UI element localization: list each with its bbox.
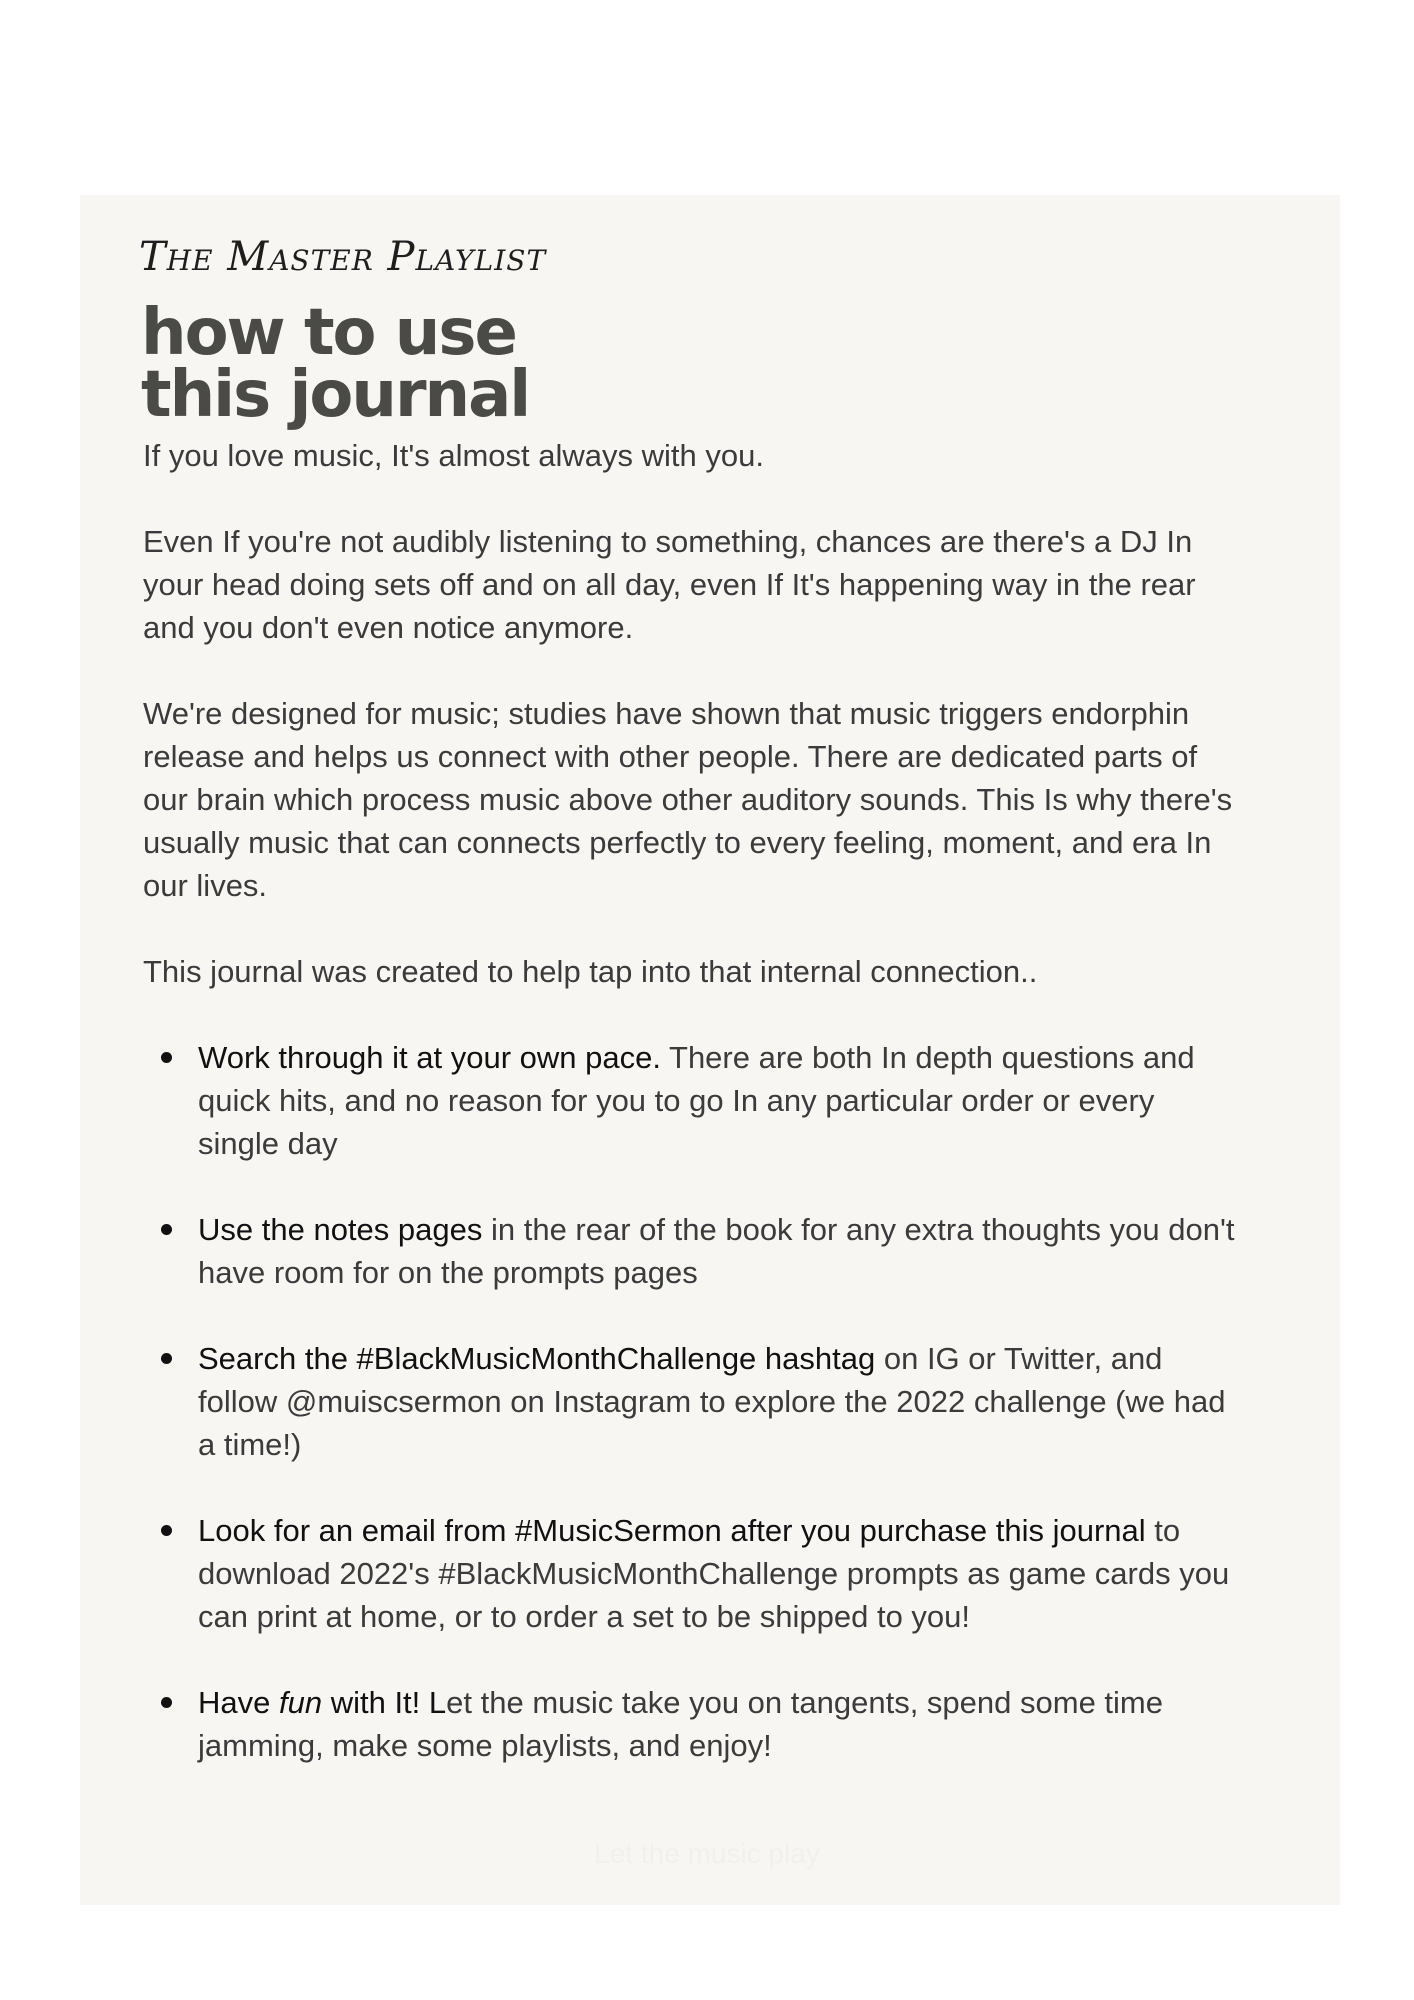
tip-lead: Look for an email from #MusicSermon after you purchase this journal [198,1513,1146,1548]
tip-item-hashtag [143,1337,1243,1466]
tip-lead-emphasis: fun [278,1685,323,1720]
tip-lead-start: Have [198,1685,279,1720]
tip-text: on IG or Twitter, and follow @muiscsermon on Instagram to explore the 2022 challenge (we had a time!) [198,1341,1226,1462]
tip-text: et the music take you on tangents, spend some time jamming, make some playlists, and enjoy! [198,1685,1163,1763]
tip-text: in the rear of the book for any extra thoughts you don't have room for on the prompts pages [198,1212,1235,1290]
bullet-dot-icon [161,1052,172,1063]
intro-paragraph-1: If you love music, It's almost always with you. [143,438,764,473]
page-title-line-2: this journal [141,358,530,432]
intro-paragraph-4: This journal was created to help tap into that internal connection.. [143,954,1038,989]
tip-text: There are both In depth questions and quick hits, and no reason for you to go In any particular order or every single day [198,1040,1195,1161]
tip-lead: Use the notes pages [198,1212,483,1247]
intro-paragraph-3: We're designed for music; studies have shown that music triggers endorphin release and helps us connect with other people. There are dedicated parts of our brain which process music above other auditory sounds. This Is why there's usually music that can connects perfectly to every feeling, moment, and era In our lives. [143,696,1233,903]
tip-lead: Search the #BlackMusicMonthChallenge hashtag [198,1341,876,1376]
tip-item-have-fun [143,1681,1243,1767]
body-content [143,434,1243,1810]
intro-paragraph-2: Even If you're not audibly listening to something, chances are there's a DJ In your head doing sets off and on all day, even If It's happening way in the rear and you don't even notice anymore. [143,524,1196,645]
tip-text: to download 2022's #BlackMusicMonthChallenge prompts as game cards you can print at home, or to order a set to be shipped to you! [198,1513,1230,1634]
bullet-dot-icon [161,1353,172,1364]
bullet-dot-icon [161,1224,172,1235]
page-title [141,296,530,432]
brand-logo-text: The Master Playlist [139,234,547,280]
tip-item-notes-pages [143,1208,1243,1294]
bullet-dot-icon [161,1697,172,1708]
bullet-dot-icon [161,1525,172,1536]
tip-lead-end: with It! L [322,1685,447,1720]
page-title-line-1: how to use [141,296,516,370]
faint-footer-text: Let the music play [594,1838,820,1869]
tip-lead: Work through it at your own pace. [198,1040,661,1075]
tips-list [143,1036,1243,1767]
tip-item-email [143,1509,1243,1638]
tip-item-own-pace [143,1036,1243,1165]
